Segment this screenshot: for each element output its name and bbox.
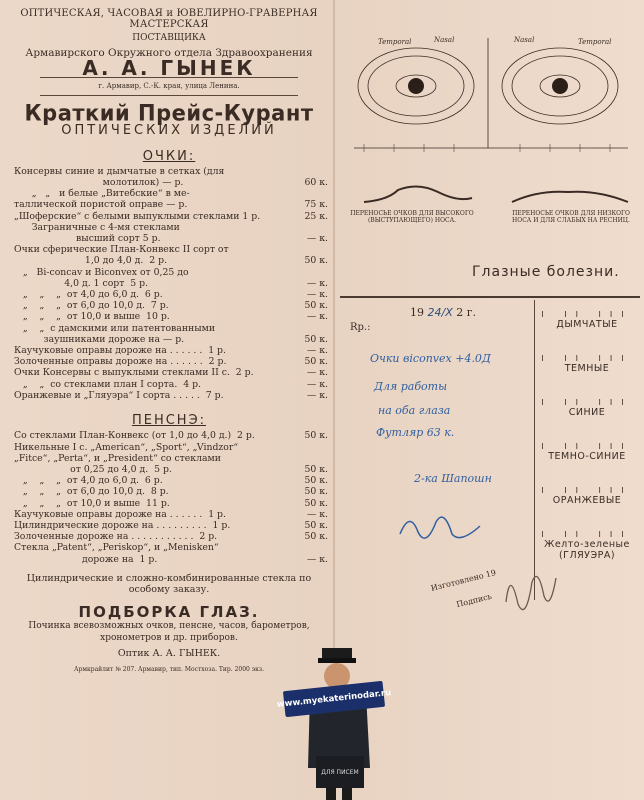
ochki-price-list [10, 166, 328, 401]
price-kopecks: 50 к. [304, 300, 328, 312]
price-kopecks: 25 к. [304, 210, 328, 222]
price-item: „ „ „ от 4,0 до 6,0 д. 6 р. [14, 475, 163, 487]
price-kopecks: — к. [306, 311, 328, 323]
special-order-note: Цилиндрические и сложно-комбинированные стекла по особому заказу. [26, 572, 312, 595]
price-row [14, 442, 328, 453]
tint-option: I II III СИНИЕ [541, 398, 633, 418]
handwritten-line: на оба глаза [378, 404, 451, 417]
price-item: 1,0 до 4,0 д. 2 р. [14, 255, 168, 267]
price-item: Цилиндрические дороже на . . . . . . . . . 1 р. [14, 519, 231, 531]
price-item: „ „ с дамскими или патентованными [14, 322, 216, 334]
price-row [14, 166, 328, 177]
price-item: Золоченные дороже на . . . . . . . . . . . 2 р. [14, 531, 218, 543]
mascot-figure [296, 648, 388, 800]
price-row [14, 464, 328, 475]
price-item: Консервы синие и дымчатые в сетках (для [14, 165, 225, 177]
price-row [14, 520, 328, 531]
price-row [14, 311, 328, 322]
page-subtitle: ОПТИЧЕСКИХ ИЗДЕЛИЙ [61, 123, 277, 139]
price-item: Золоченные оправы дороже на . . . . . . 2 р. [14, 356, 227, 368]
tint-option: I II III ДЫМЧАТЫЕ [541, 310, 633, 330]
high-nose-label: ПЕРЕНОСЬЕ ОЧКОВ ДЛЯ ВЫСОКОГО (ВЫСТУПАЮЩЕГО) НОСА. [350, 210, 474, 224]
price-kopecks: 50 к. [304, 333, 328, 345]
price-row [14, 188, 328, 199]
price-kopecks [324, 542, 328, 553]
made-date-stamp: Изготовлено 19 [429, 568, 497, 593]
price-item: „ „ „ от 10,0 и выше 10 р. [14, 311, 170, 323]
price-item: Каучуковые оправы дороже на . . . . . . 1 р. [14, 508, 226, 520]
price-item: Каучуковые оправы дороже на . . . . . . 1 р. [14, 345, 226, 357]
price-item: 4,0 д. 1 сорт 5 р. [14, 277, 149, 289]
signature-stamp: Подпись [455, 591, 493, 610]
price-row [14, 554, 328, 565]
price-item: дороже на 1 р. [14, 553, 158, 565]
divider [40, 95, 298, 96]
price-item: „ „ „ от 4,0 до 6,0 д. 6 р. [14, 289, 163, 301]
printer-imprint: Армкрайлит № 207. Армавир, тип. Мостхоза. Тир. 2000 экз. [73, 665, 265, 673]
price-kopecks: 50 к. [304, 463, 328, 475]
date-handwritten: 24/X [427, 306, 453, 319]
price-item: Оранжевые и „Гляуэра“ I сорта . . . . . 7 р. [14, 389, 224, 401]
eye-diseases-heading: Глазные болезни. [472, 264, 620, 280]
label-temporal-left: Temporal [378, 38, 412, 46]
price-item: „Шоферские“ с белыми выпуклыми стеклами 1 р. [14, 210, 261, 222]
price-kopecks [324, 188, 328, 199]
price-item: „ „ „ от 10,0 и выше 11 р. [14, 497, 170, 509]
price-item: „Fitce“, „Perta“, и „President“ со стеклами [14, 452, 221, 464]
price-row [14, 233, 328, 244]
price-row [14, 475, 328, 486]
price-row [14, 498, 328, 509]
label-nasal-left: Nasal [434, 36, 455, 44]
price-item: Очки Консервы с выпуклыми стеклами II с. 2 р. [14, 367, 254, 379]
price-kopecks: 50 к. [304, 475, 328, 487]
left-pupil-icon [408, 78, 424, 94]
price-item: Очки сферические План-Конвекс II сорт от [14, 244, 229, 256]
pensne-price-list [10, 430, 328, 564]
price-item: молотилок) — р. [14, 177, 184, 189]
price-item: заушниками дороже на — р. [14, 333, 185, 345]
label-temporal-right: Temporal [578, 38, 612, 46]
price-kopecks: 50 к. [304, 519, 328, 531]
section-heading-ochki: ОЧКИ: [142, 148, 196, 164]
price-row [14, 300, 328, 311]
price-row [14, 509, 328, 520]
price-row [14, 211, 328, 222]
divider [340, 296, 640, 298]
price-row [14, 177, 328, 188]
price-kopecks [324, 244, 328, 255]
tint-option: I II III ТЕМНО-СИНИЕ [541, 442, 633, 462]
price-kopecks: 50 к. [304, 486, 328, 498]
price-kopecks: — к. [306, 345, 328, 357]
price-kopecks [324, 442, 328, 453]
eye-chart-diagram [344, 30, 638, 154]
price-kopecks [324, 222, 328, 233]
price-row [14, 486, 328, 497]
tint-options [534, 300, 639, 600]
maker-signature [500, 562, 560, 618]
doctor-signature [396, 504, 486, 550]
price-kopecks: — к. [306, 367, 328, 379]
price-kopecks: — к. [306, 277, 328, 289]
price-kopecks: 50 к. [304, 430, 328, 442]
price-list [10, 8, 328, 675]
price-row [14, 390, 328, 401]
date-suffix: 2 г. [456, 306, 477, 319]
price-kopecks [324, 453, 328, 464]
price-item: „ Bi-concav и Biconvex от 0,25 до [14, 266, 189, 278]
rp-label: Rp.: [350, 322, 371, 333]
handwritten-line: Для работы [374, 380, 448, 393]
price-row [14, 289, 328, 300]
date-line [410, 306, 476, 319]
price-kopecks: 50 к. [304, 356, 328, 368]
price-item: „ „ „ от 6,0 до 10,0 д. 8 р. [14, 486, 169, 498]
price-row [14, 323, 328, 334]
tint-option: I II III Желто-зеленые (ГЛЯУЭРА) [541, 530, 633, 561]
address: г. Армавир, С.-К. края, улица Ленина. [98, 82, 240, 91]
price-kopecks: 50 к. [304, 497, 328, 509]
price-item: Заграничные с 4-мя стеклами [14, 221, 180, 233]
price-row [14, 430, 328, 441]
price-row [14, 278, 328, 289]
price-kopecks: 75 к. [304, 199, 328, 211]
price-kopecks: — к. [306, 553, 328, 565]
price-row [14, 334, 328, 345]
price-item: Никельные I с. „American“, „Sport“, „Vindzor“ [14, 441, 239, 453]
signature: Оптик А. А. ГЫНЕК. [117, 647, 221, 659]
owner-name: А. А. ГЫНЕК [82, 55, 256, 80]
price-kopecks: — к. [306, 389, 328, 401]
price-kopecks: — к. [306, 233, 328, 245]
date-prefix: 19 [410, 306, 424, 319]
price-row [14, 199, 328, 210]
price-item: таллической пористой оправе — р. [14, 199, 188, 211]
price-row [14, 244, 328, 255]
mailbag-label: ДЛЯ ПИСЕМ [321, 769, 359, 776]
price-item: Со стеклами План-Конвекс (от 1,0 до 4,0 д.) 2 р. [14, 430, 255, 442]
price-row [14, 356, 328, 367]
price-row [14, 255, 328, 266]
price-row [14, 367, 328, 378]
price-item: „ „ и белые „Витебские“ в ме- [14, 188, 190, 200]
price-kopecks [324, 323, 328, 334]
low-nose-label: ПЕРЕНОСЬЕ ОЧКОВ ДЛЯ НИЗКОГО НОСА И ДЛЯ СЛАБЫХ НА РЕСНИЦ. [512, 210, 630, 224]
price-row [14, 222, 328, 233]
price-kopecks: — к. [306, 289, 328, 301]
repair-note: Починка всевозможных очков, пенсне, часов, барометров, хронометров и др. приборов. [28, 621, 310, 643]
price-item: от 0,25 до 4,0 д. 5 р. [14, 463, 172, 475]
handwritten-line: 2-ка Шапошн [414, 472, 492, 485]
header-line-1: ОПТИЧЕСКАЯ, ЧАСОВАЯ и ЮВЕЛИРНО-ГРАВЕРНАЯ МАСТЕРСКАЯ [20, 8, 318, 31]
price-item: „ „ со стеклами план I сорта. 4 р. [14, 378, 201, 390]
price-kopecks [324, 166, 328, 177]
price-kopecks: 60 к. [304, 177, 328, 189]
price-kopecks: — к. [306, 378, 328, 390]
price-item: Стекла „Patent“, „Periskop“, и „Menisken“ [14, 542, 219, 554]
eye-selection-heading: ПОДБОРКА ГЛАЗ. [78, 603, 260, 622]
right-pupil-icon [552, 78, 568, 94]
website-badge: www.myekaterinodar.ru [283, 681, 385, 717]
section-heading-pensne: ПЕНСНЭ: [131, 413, 207, 429]
header-line-3: Армавирского Окружного отдела Здравоохранения [25, 46, 313, 59]
price-row [14, 267, 328, 278]
page-title: Краткий Прейс-Курант [24, 100, 314, 126]
price-row [14, 531, 328, 542]
high-nose-bridge-icon [358, 180, 476, 210]
price-row [14, 345, 328, 356]
price-row [14, 542, 328, 553]
price-row [14, 453, 328, 464]
price-kopecks: 50 к. [304, 255, 328, 267]
price-kopecks: 50 к. [304, 531, 328, 543]
header-line-2: ПОСТАВЩИКА [132, 33, 206, 44]
price-item: „ „ „ от 6,0 до 10,0 д. 7 р. [14, 300, 169, 312]
label-nasal-right: Nasal [514, 36, 535, 44]
price-item: высший сорт 5 р. [14, 233, 161, 245]
price-row [14, 379, 328, 390]
low-nose-bridge-icon [508, 184, 632, 210]
handwritten-line: Очки вiconvex +4.0Д [370, 352, 491, 365]
price-kopecks [324, 267, 328, 278]
price-kopecks: — к. [306, 508, 328, 520]
tint-option: I II III ОРАНЖЕВЫЕ [541, 486, 633, 506]
handwritten-line: Футляр 63 к. [376, 426, 455, 439]
tint-option: I II III ТЕМНЫЕ [541, 354, 633, 374]
